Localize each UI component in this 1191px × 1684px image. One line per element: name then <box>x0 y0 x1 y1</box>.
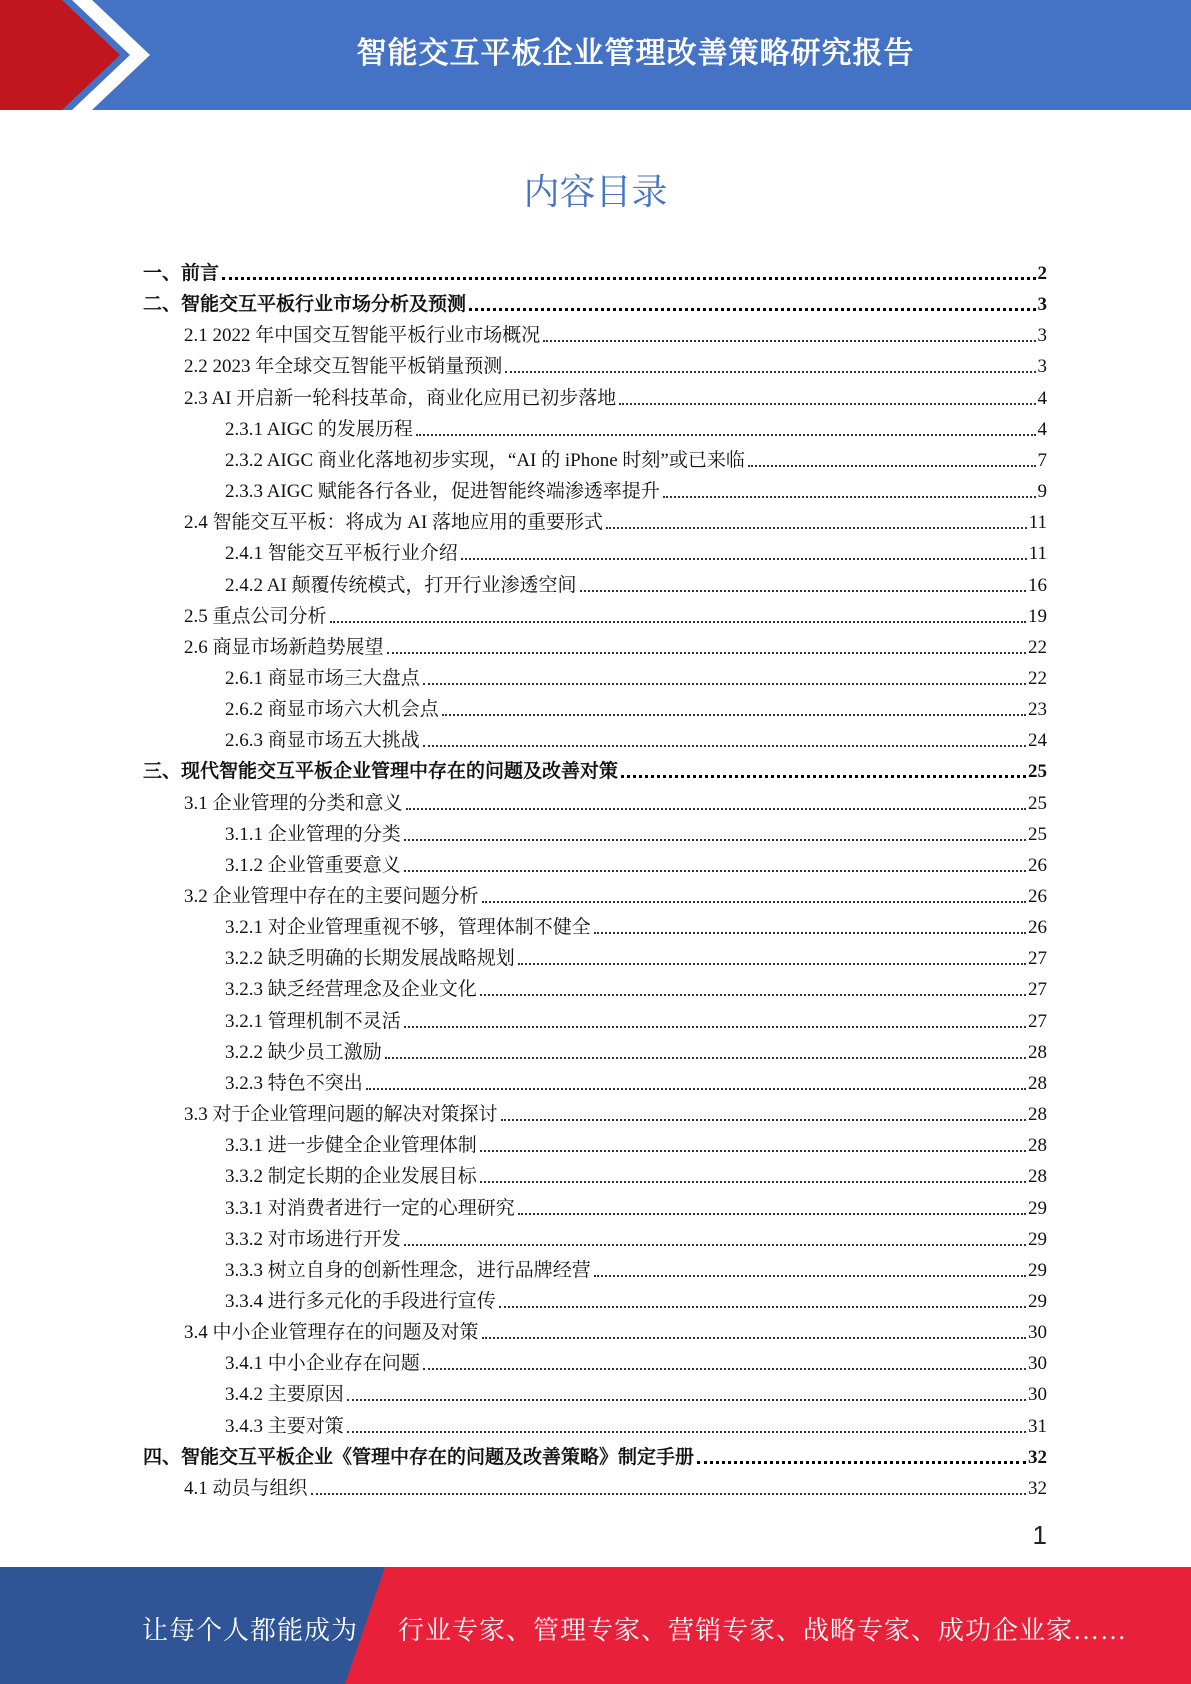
toc-dot-leader <box>387 652 1026 654</box>
toc-entry-title: 3.1.1 企业管理的分类 <box>225 823 401 845</box>
toc-entry-title: 三、现代智能交互平板企业管理中存在的问题及改善对策 <box>143 761 619 783</box>
toc-entry-title: 3.2.1 对企业管理重视不够，管理体制不健全 <box>225 917 591 939</box>
footer-slogan-left: 让每个人都能成为 <box>142 1616 359 1645</box>
toc-entry-page: 22 <box>1028 636 1047 658</box>
toc-entry-page: 29 <box>1028 1259 1047 1281</box>
toc-entry[interactable] <box>225 1189 1047 1220</box>
toc-entry-title: 3.1 企业管理的分类和意义 <box>184 792 403 814</box>
toc-entry-title: 3.3 对于企业管理问题的解决对策探讨 <box>184 1104 498 1126</box>
toc-entry[interactable] <box>225 659 1047 690</box>
toc-entry-page: 31 <box>1028 1415 1047 1437</box>
toc-entry[interactable] <box>184 877 1047 908</box>
toc-entry-page: 26 <box>1028 886 1047 907</box>
toc-entry[interactable] <box>225 815 1047 846</box>
toc-dot-leader <box>385 1057 1026 1059</box>
toc-dot-leader <box>621 775 1026 778</box>
footer-slogan-right: 行业专家、管理专家、营销专家、战略专家、成功企业家…… <box>398 1616 1128 1645</box>
toc-entry-page: 11 <box>1028 543 1047 565</box>
toc-entry[interactable] <box>184 1313 1047 1344</box>
toc-dot-leader <box>480 994 1026 996</box>
toc-dot-leader <box>499 1306 1026 1308</box>
toc-entry-page: 3 <box>1037 356 1047 378</box>
toc-entry-page: 28 <box>1028 1135 1047 1157</box>
toc-dot-leader <box>482 901 1026 903</box>
toc-entry[interactable] <box>225 410 1047 441</box>
toc-dot-leader <box>423 683 1026 685</box>
toc-dot-leader <box>505 371 1035 373</box>
toc-entry[interactable] <box>225 1220 1047 1251</box>
toc-dot-leader <box>347 1431 1026 1433</box>
toc-dot-leader <box>501 1119 1026 1121</box>
toc-dot-leader <box>330 621 1026 623</box>
toc-entry[interactable] <box>143 752 1047 783</box>
toc-entry-title: 2.2 2023 年全球交互智能平板销量预测 <box>184 356 503 378</box>
toc-entry-page: 25 <box>1028 761 1047 783</box>
toc-dot-leader <box>518 963 1026 965</box>
toc-dot-leader <box>543 340 1035 342</box>
toc-entry[interactable] <box>184 347 1047 378</box>
toc-entry[interactable] <box>225 690 1047 721</box>
toc-entry-title: 四、智能交互平板企业《管理中存在的问题及改善策略》制定手册 <box>143 1446 695 1468</box>
page-number: 1 <box>1032 1520 1047 1550</box>
toc-entry-title: 2.3 AI 开启新一轮科技革命，商业化应用已初步落地 <box>184 387 617 409</box>
toc-entry[interactable] <box>225 1375 1047 1406</box>
toc-dot-leader <box>416 434 1036 436</box>
toc-entry-page: 28 <box>1028 1072 1047 1094</box>
toc-entry-page: 4 <box>1037 418 1047 440</box>
toc-entry[interactable] <box>225 939 1047 970</box>
toc-entry-title: 2.4 智能交互平板：将成为 AI 落地应用的重要形式 <box>184 512 604 534</box>
toc-entry[interactable] <box>184 597 1047 628</box>
toc-entry-page: 28 <box>1028 1104 1047 1126</box>
toc-entry-page: 9 <box>1037 481 1047 503</box>
toc-entry[interactable] <box>225 1002 1047 1033</box>
toc-entry-title: 3.2.3 缺乏经营理念及企业文化 <box>225 979 477 1001</box>
toc-dot-leader <box>663 496 1036 498</box>
toc-title: 内容目录 <box>523 172 668 213</box>
toc-dot-leader <box>423 1368 1026 1370</box>
toc-entry-title: 3.2.3 特色不突出 <box>225 1072 363 1094</box>
toc-entry-page: 32 <box>1028 1477 1047 1499</box>
toc-dot-leader <box>594 1275 1026 1277</box>
toc-entry[interactable] <box>225 846 1047 877</box>
toc-dot-leader <box>480 1150 1026 1152</box>
header-title: 智能交互平板企业管理改善策略研究报告 <box>356 36 915 71</box>
toc-dot-leader <box>697 1461 1026 1464</box>
toc-entry-page: 23 <box>1028 699 1047 721</box>
toc-dot-leader <box>366 1088 1026 1090</box>
toc-entry-page: 29 <box>1028 1228 1047 1250</box>
toc-entry[interactable] <box>225 1064 1047 1095</box>
toc-dot-leader <box>482 1337 1026 1339</box>
toc-entry-page: 27 <box>1028 948 1047 970</box>
toc-entry[interactable] <box>225 441 1047 472</box>
toc-entry-page: 27 <box>1028 1010 1047 1032</box>
toc-entry[interactable] <box>225 472 1047 503</box>
toc-dot-leader <box>404 1244 1026 1246</box>
toc-entry[interactable] <box>184 1095 1047 1126</box>
toc-dot-leader <box>222 277 1035 280</box>
toc-entry-title: 4.1 动员与组织 <box>184 1477 308 1499</box>
toc-dot-leader <box>469 308 1035 311</box>
toc-entry[interactable] <box>225 1282 1047 1313</box>
toc-entry-page: 28 <box>1028 1041 1047 1063</box>
toc-entry-title: 3.2 企业管理中存在的主要问题分析 <box>184 886 479 907</box>
toc-entry-page: 29 <box>1028 1290 1047 1312</box>
toc-entry-page: 30 <box>1028 1384 1047 1406</box>
toc-entry[interactable] <box>225 1407 1047 1438</box>
toc-entry-page: 3 <box>1037 294 1047 316</box>
toc-entry-title: 2.5 重点公司分析 <box>184 605 327 627</box>
toc-entry-title: 2.4.1 智能交互平板行业介绍 <box>225 543 458 565</box>
toc-entry[interactable] <box>184 379 1047 410</box>
toc-entry[interactable] <box>225 1033 1047 1064</box>
toc-entry-page: 30 <box>1028 1353 1047 1375</box>
toc-entry-page: 27 <box>1028 979 1047 1001</box>
toc-entry-title: 3.3.3 树立自身的创新性理念，进行品牌经营 <box>225 1259 591 1281</box>
toc-entry-page: 2 <box>1037 263 1047 284</box>
toc-entry-title: 3.2.2 缺乏明确的长期发展战略规划 <box>225 948 515 970</box>
toc-entry[interactable] <box>225 1157 1047 1188</box>
toc-dot-leader <box>406 808 1026 810</box>
toc-dot-leader <box>404 1026 1026 1028</box>
toc-dot-leader <box>347 1399 1026 1401</box>
toc-entry-title: 3.4 中小企业管理存在的问题及对策 <box>184 1322 479 1344</box>
toc-dot-leader <box>580 590 1026 592</box>
toc-entry[interactable] <box>143 1438 1047 1469</box>
toc-dot-leader <box>480 1181 1026 1183</box>
toc-entry-title: 3.3.2 对市场进行开发 <box>225 1228 401 1250</box>
toc-entry-page: 11 <box>1028 512 1047 534</box>
toc-entry[interactable] <box>143 285 1047 316</box>
toc-entry-title: 2.4.2 AI 颠覆传统模式，打开行业渗透空间 <box>225 574 577 596</box>
toc-entry-page: 26 <box>1028 854 1047 876</box>
toc-entry[interactable] <box>225 721 1047 752</box>
toc-entry-page: 32 <box>1028 1446 1047 1468</box>
toc-entry-title: 3.2.2 缺少员工激励 <box>225 1041 382 1063</box>
toc-dot-leader <box>423 745 1026 747</box>
toc-entry-page: 25 <box>1028 792 1047 814</box>
toc-entry-title: 3.3.1 进一步健全企业管理体制 <box>225 1135 477 1157</box>
toc-dot-leader <box>619 403 1035 405</box>
toc-entry-page: 24 <box>1028 730 1047 752</box>
toc-dot-leader <box>442 714 1026 716</box>
toc-dot-leader <box>461 558 1027 560</box>
toc-entry-title: 2.6.2 商显市场六大机会点 <box>225 699 439 721</box>
toc-entry-page: 29 <box>1028 1197 1047 1219</box>
toc-dot-leader <box>311 1493 1026 1495</box>
toc-entry-title: 3.4.1 中小企业存在问题 <box>225 1353 420 1375</box>
toc-dot-leader <box>404 870 1026 872</box>
toc-entry-page: 30 <box>1028 1322 1047 1344</box>
toc-entry-title: 3.4.3 主要对策 <box>225 1415 344 1437</box>
toc-dot-leader <box>748 465 1036 467</box>
toc-entry-page: 4 <box>1037 387 1047 409</box>
toc-entry-title: 3.3.4 进行多元化的手段进行宣传 <box>225 1290 496 1312</box>
toc-entry[interactable] <box>225 534 1047 565</box>
toc-entry[interactable] <box>184 503 1047 534</box>
toc-entry-page: 3 <box>1037 325 1047 347</box>
toc-entry-title: 2.3.3 AIGC 赋能各行各业，促进智能终端渗透率提升 <box>225 481 660 503</box>
toc-entry[interactable] <box>225 1344 1047 1375</box>
toc-entry-page: 25 <box>1028 823 1047 845</box>
toc-dot-leader <box>404 839 1026 841</box>
toc-entry-page: 16 <box>1028 574 1047 596</box>
toc-entry-page: 28 <box>1028 1166 1047 1188</box>
toc-entry[interactable] <box>184 628 1047 659</box>
toc-entry[interactable] <box>184 784 1047 815</box>
page-footer <box>0 1567 1191 1684</box>
toc-entry[interactable] <box>225 1251 1047 1282</box>
toc-entry-title: 二、智能交互平板行业市场分析及预测 <box>143 294 467 316</box>
toc-entry-title: 3.2.1 管理机制不灵活 <box>225 1010 401 1032</box>
toc-entry-title: 3.3.1 对消费者进行一定的心理研究 <box>225 1197 515 1219</box>
toc-entry-page: 22 <box>1028 667 1047 689</box>
toc-entry-title: 2.1 2022 年中国交互智能平板行业市场概况 <box>184 325 541 347</box>
toc-entry-page: 19 <box>1028 605 1047 627</box>
toc-entry[interactable] <box>225 566 1047 597</box>
toc-entry-title: 2.3.2 AIGC 商业化落地初步实现，“AI 的 iPhone 时刻”或已来临 <box>225 449 745 471</box>
toc-entry-title: 一、前言 <box>143 263 220 284</box>
toc-entry[interactable] <box>225 970 1047 1001</box>
toc-entry-title: 2.6 商显市场新趋势展望 <box>184 636 384 658</box>
toc-entry[interactable] <box>184 1469 1047 1500</box>
toc-dot-leader <box>518 1213 1026 1215</box>
toc-entry-title: 3.1.2 企业管重要意义 <box>225 854 401 876</box>
toc-dot-leader <box>594 932 1026 934</box>
toc-entry-title: 3.3.2 制定长期的企业发展目标 <box>225 1166 477 1188</box>
toc-entry[interactable] <box>225 908 1047 939</box>
toc-entry-page: 7 <box>1037 449 1047 471</box>
toc-dot-leader <box>606 527 1027 529</box>
toc-entry-title: 2.3.1 AIGC 的发展历程 <box>225 418 413 440</box>
toc-entry[interactable] <box>184 316 1047 347</box>
toc-entry-title: 2.6.1 商显市场三大盘点 <box>225 667 420 689</box>
toc-entry-title: 2.6.3 商显市场五大挑战 <box>225 730 420 752</box>
toc-entry-page: 26 <box>1028 917 1047 939</box>
toc-entry[interactable] <box>143 254 1047 285</box>
toc-entry[interactable] <box>225 1126 1047 1157</box>
page-header <box>0 0 1191 110</box>
toc-entry-title: 3.4.2 主要原因 <box>225 1384 344 1406</box>
